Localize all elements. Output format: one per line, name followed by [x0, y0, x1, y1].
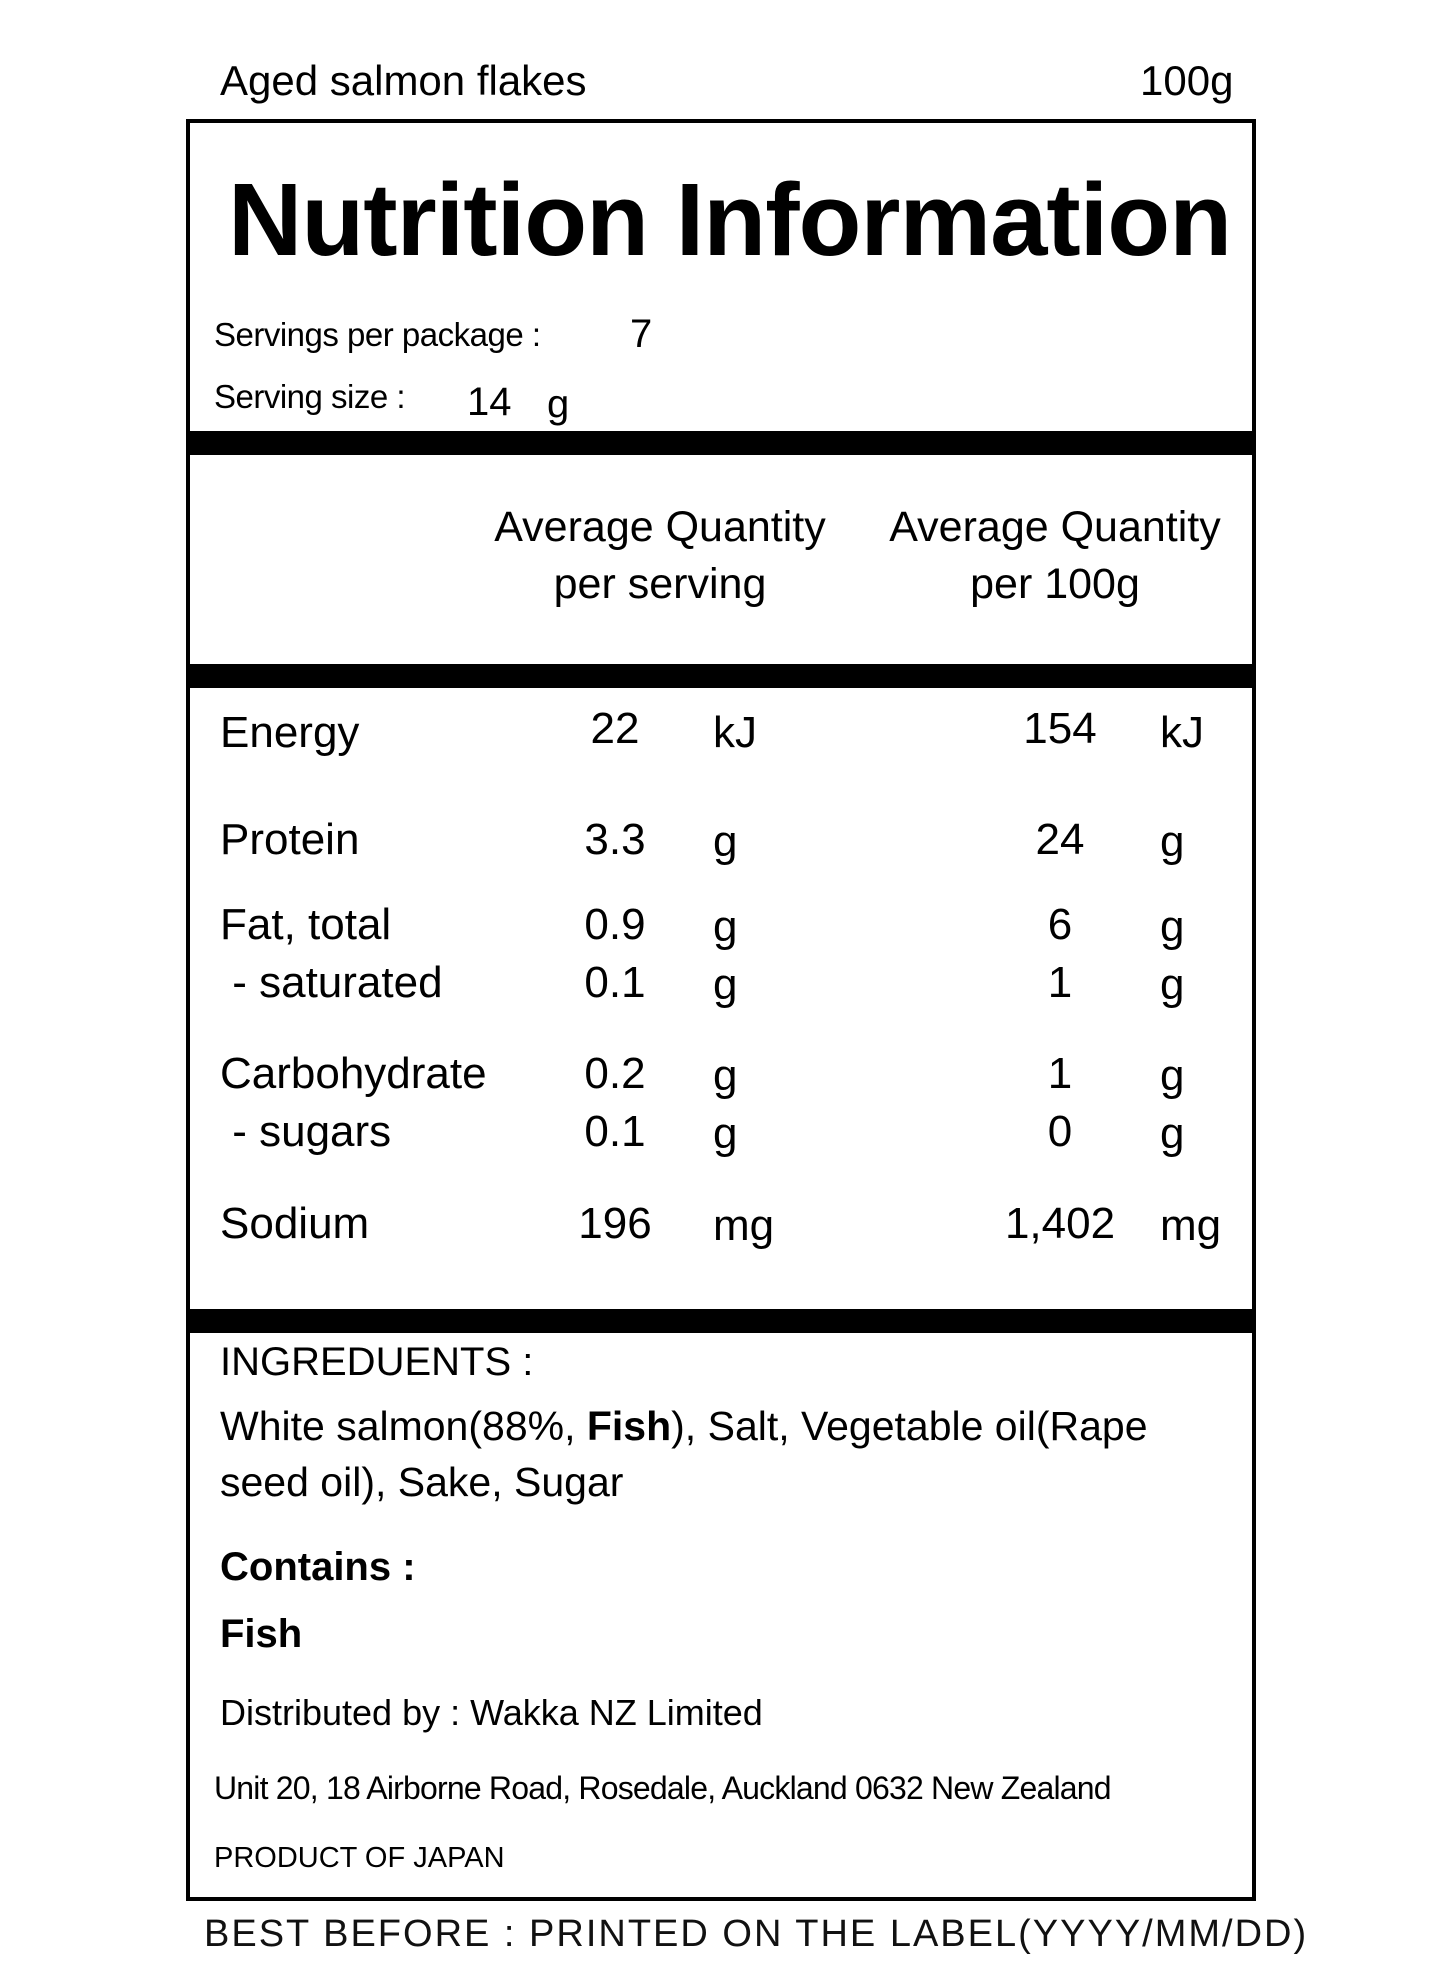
ingredients-heading: INGREDUENTS : [220, 1340, 534, 1384]
per-100g-value: 1 [1047, 1049, 1073, 1098]
nutrient-label: - sugars [220, 1107, 392, 1156]
ingredients-allergen: Fish [586, 1403, 672, 1449]
servings-per-package-value: 7 [630, 312, 653, 356]
per-serving-unit: g [713, 960, 738, 1009]
panel-title: Nutrition Information [228, 162, 1232, 277]
product-origin: PRODUCT OF JAPAN [214, 1842, 505, 1874]
best-before: BEST BEFORE : PRINTED ON THE LABEL(YYYY/MM/DD) [204, 1913, 1309, 1955]
nutrient-label: Carbohydrate [220, 1049, 487, 1098]
contains-heading: Contains : [220, 1545, 416, 1589]
per-100g-unit: g [1160, 1051, 1185, 1100]
column-header-per-serving [460, 499, 860, 613]
serving-size-value: 14 [467, 380, 512, 424]
serving-size-unit: g [547, 382, 570, 426]
ingredients-text [220, 1398, 1220, 1510]
per-100g-value: 6 [1047, 900, 1073, 949]
per-serving-value: 0.9 [584, 900, 646, 949]
net-weight: 100g [1140, 57, 1234, 104]
per-100g-unit: g [1160, 902, 1185, 951]
per-serving-unit: g [713, 902, 738, 951]
per-100g-unit: g [1160, 960, 1185, 1009]
per-serving-value: 0.2 [584, 1049, 646, 1098]
per-100g-unit: mg [1160, 1201, 1222, 1250]
nutrient-label: - saturated [220, 958, 443, 1007]
per-serving-unit: g [713, 817, 738, 866]
column-header-line: per serving [553, 560, 767, 608]
per-100g-value: 24 [1035, 815, 1085, 864]
per-serving-value: 0.1 [584, 958, 646, 1007]
product-name: Aged salmon flakes [220, 57, 587, 104]
ingredients-text-part: White salmon(88%, [220, 1403, 587, 1449]
per-100g-value: 0 [1047, 1107, 1073, 1156]
column-header-per-100g [855, 499, 1255, 613]
per-serving-value: 196 [578, 1199, 652, 1248]
per-serving-value: 3.3 [584, 815, 646, 864]
per-100g-unit: kJ [1160, 708, 1204, 757]
per-100g-value: 1 [1047, 958, 1073, 1007]
column-header-line: Average Quantity [494, 503, 826, 551]
distributor-line: Distributed by : Wakka NZ Limited [220, 1692, 763, 1733]
divider-bar [186, 664, 1256, 688]
column-header-line: per 100g [970, 560, 1140, 608]
nutrient-label: Sodium [220, 1199, 370, 1248]
per-100g-unit: g [1160, 817, 1185, 866]
ingredients-text-part: ), Salt, Vegetable oil(Rape seed oil), Sake, Sugar [220, 1403, 1148, 1505]
per-serving-value: 22 [590, 704, 640, 753]
divider-bar [186, 431, 1256, 455]
servings-per-package-label: Servings per package : [214, 316, 541, 353]
divider-bar [186, 1309, 1256, 1333]
per-100g-value: 1,402 [1004, 1199, 1116, 1248]
per-100g-unit: g [1160, 1109, 1185, 1158]
per-serving-unit: kJ [713, 708, 757, 757]
per-serving-unit: g [713, 1109, 738, 1158]
distributor-address: Unit 20, 18 Airborne Road, Rosedale, Auckland 0632 New Zealand [214, 1770, 1111, 1806]
serving-size-label: Serving size : [214, 378, 406, 415]
per-serving-value: 0.1 [584, 1107, 646, 1156]
nutrient-label: Energy [220, 708, 360, 757]
nutrient-label: Fat, total [220, 900, 392, 949]
nutrient-label: Protein [220, 815, 360, 864]
per-100g-value: 154 [1023, 704, 1097, 753]
column-header-line: Average Quantity [889, 503, 1221, 551]
contains-value: Fish [220, 1612, 303, 1656]
per-serving-unit: mg [713, 1201, 775, 1250]
per-serving-unit: g [713, 1051, 738, 1100]
